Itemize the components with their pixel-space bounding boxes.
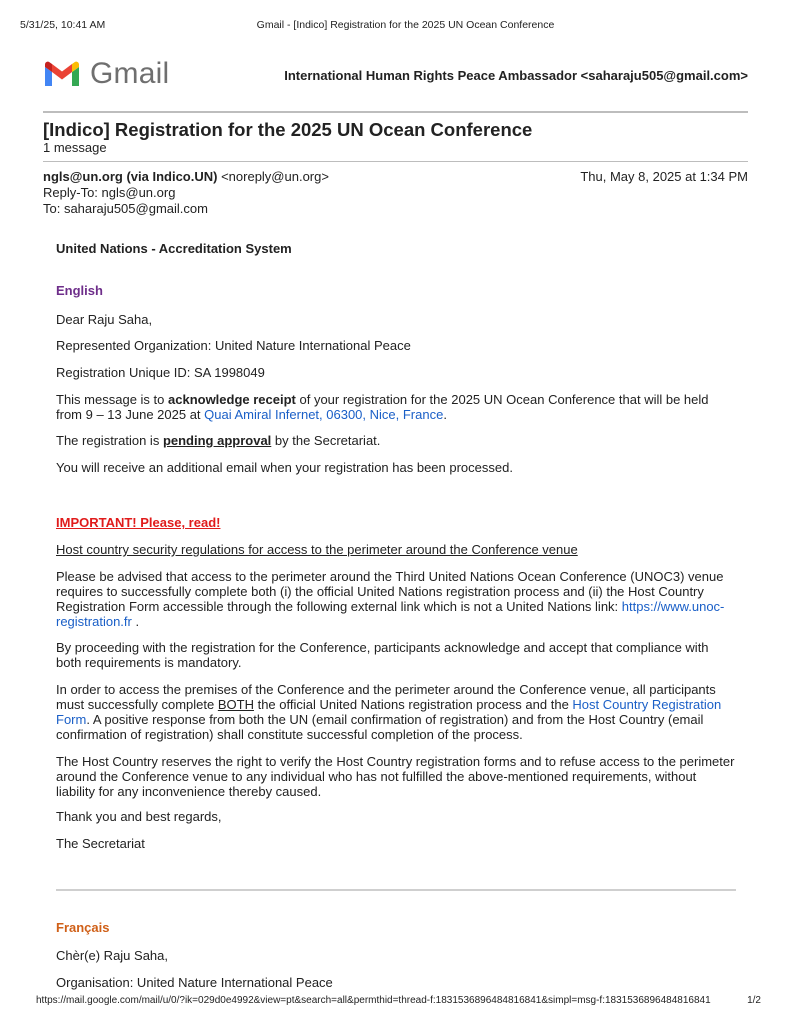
header-divider: [43, 111, 748, 113]
english-heading: English: [56, 283, 103, 298]
page-number: 1/2: [747, 995, 761, 1006]
gmail-m-icon: [43, 59, 81, 89]
french-organization: Organisation: United Nature International Peace: [56, 975, 333, 990]
message-date: Thu, May 8, 2025 at 1:34 PM: [580, 169, 748, 184]
gmail-logo: [43, 57, 169, 91]
unique-id-line: Registration Unique ID: SA 1998049: [56, 365, 265, 380]
ack-text-3: .: [443, 407, 447, 422]
language-divider: [56, 889, 736, 891]
gmail-wordmark: Gmail: [90, 57, 170, 90]
advised-paragraph: [56, 569, 736, 629]
ack-text-1: This message is to: [56, 392, 168, 407]
print-datetime: 5/31/25, 10:41 AM: [20, 19, 106, 31]
french-greeting: Chèr(e) Raju Saha,: [56, 948, 168, 963]
thread-subject: [Indico] Registration for the 2025 UN Ocean Conference: [43, 119, 533, 140]
print-url: https://mail.google.com/mail/u/0/?ik=029d0e4992&view=pt&search=all&permthid=thread-f:1831536896484816841&simpl=msg-f:1831536896484816841: [36, 995, 711, 1006]
ack-bold: acknowledge receipt: [168, 392, 296, 407]
subject-divider: [43, 161, 748, 162]
organization-line: Represented Organization: United Nature International Peace: [56, 338, 411, 353]
host-country-form-link[interactable]: Host Country Registration Form: [56, 697, 722, 727]
proceeding-paragraph: By proceeding with the registration for the Conference, participants acknowledge and accept that compliance with both requirements is mandatory.: [56, 640, 709, 670]
pending-text-1: The registration is: [56, 433, 163, 448]
venue-link[interactable]: Quai Amiral Infernet, 06300, Nice, France: [204, 407, 444, 422]
thanks-line: Thank you and best regards,: [56, 809, 222, 824]
print-title: Gmail - [Indico] Registration for the 2025 UN Ocean Conference: [256, 19, 555, 31]
ack-text-2: of your registration for the 2025 UN Ocean Conference that will be held from 9 – 13 June 2025 at: [56, 392, 709, 422]
account-identity: International Human Rights Peace Ambassador <saharaju505@gmail.com>: [284, 68, 748, 83]
message-count: 1 message: [43, 140, 107, 155]
pending-text-2: by the Secretariat.: [271, 433, 381, 448]
sender-name: ngls@un.org (via Indico.UN): [43, 169, 218, 184]
pending-paragraph: [56, 433, 736, 448]
access-text-2: the official United Nations registration process and the: [253, 697, 573, 712]
system-title: United Nations - Accreditation System: [56, 241, 292, 256]
access-paragraph: [56, 682, 736, 742]
french-heading: Français: [56, 920, 110, 935]
additional-email-paragraph: You will receive an additional email when your registration has been processed.: [56, 460, 513, 475]
advised-text-1: Please be advised that access to the perimeter around the Third United Nations Ocean Conference (UNOC3) venue requires to successfully complete both (i) the official United Nations registration process and (ii) the Host Country Registration Form accessible through the following external link which is not a United Nations link:: [56, 569, 724, 614]
recipient: To: saharaju505@gmail.com: [43, 201, 208, 216]
greeting: Dear Raju Saha,: [56, 312, 153, 327]
signature: The Secretariat: [56, 836, 145, 851]
access-both: BOTH: [217, 697, 254, 712]
access-text-3: . A positive response from both the UN (email confirmation of registration) and from the Host Country (email confirmation of registration) shall constitute successful completion of the process.: [56, 712, 704, 742]
message-meta: [43, 169, 329, 217]
reply-to: Reply-To: ngls@un.org: [43, 185, 176, 200]
reserves-paragraph: The Host Country reserves the right to verify the Host Country registration forms and to refuse access to the perimeter around the Conference venue to any individual who has not fulfilled the above-mentioned requirements, without liability for any inconvenience thereby caused.: [56, 754, 735, 799]
acknowledge-paragraph: [56, 392, 736, 422]
unoc-registration-link[interactable]: https://www.unoc-registration.fr: [56, 599, 725, 629]
important-notice: IMPORTANT! Please, read!: [56, 515, 221, 530]
security-heading: Host country security regulations for access to the perimeter around the Conference venue: [56, 542, 578, 557]
advised-text-2: .: [131, 614, 140, 629]
sender-email: <noreply@un.org>: [221, 169, 329, 184]
pending-bold: pending approval: [162, 433, 272, 448]
access-text-1: In order to access the premises of the Conference and the perimeter around the Conference venue, all participants must successfully complete: [56, 682, 716, 712]
